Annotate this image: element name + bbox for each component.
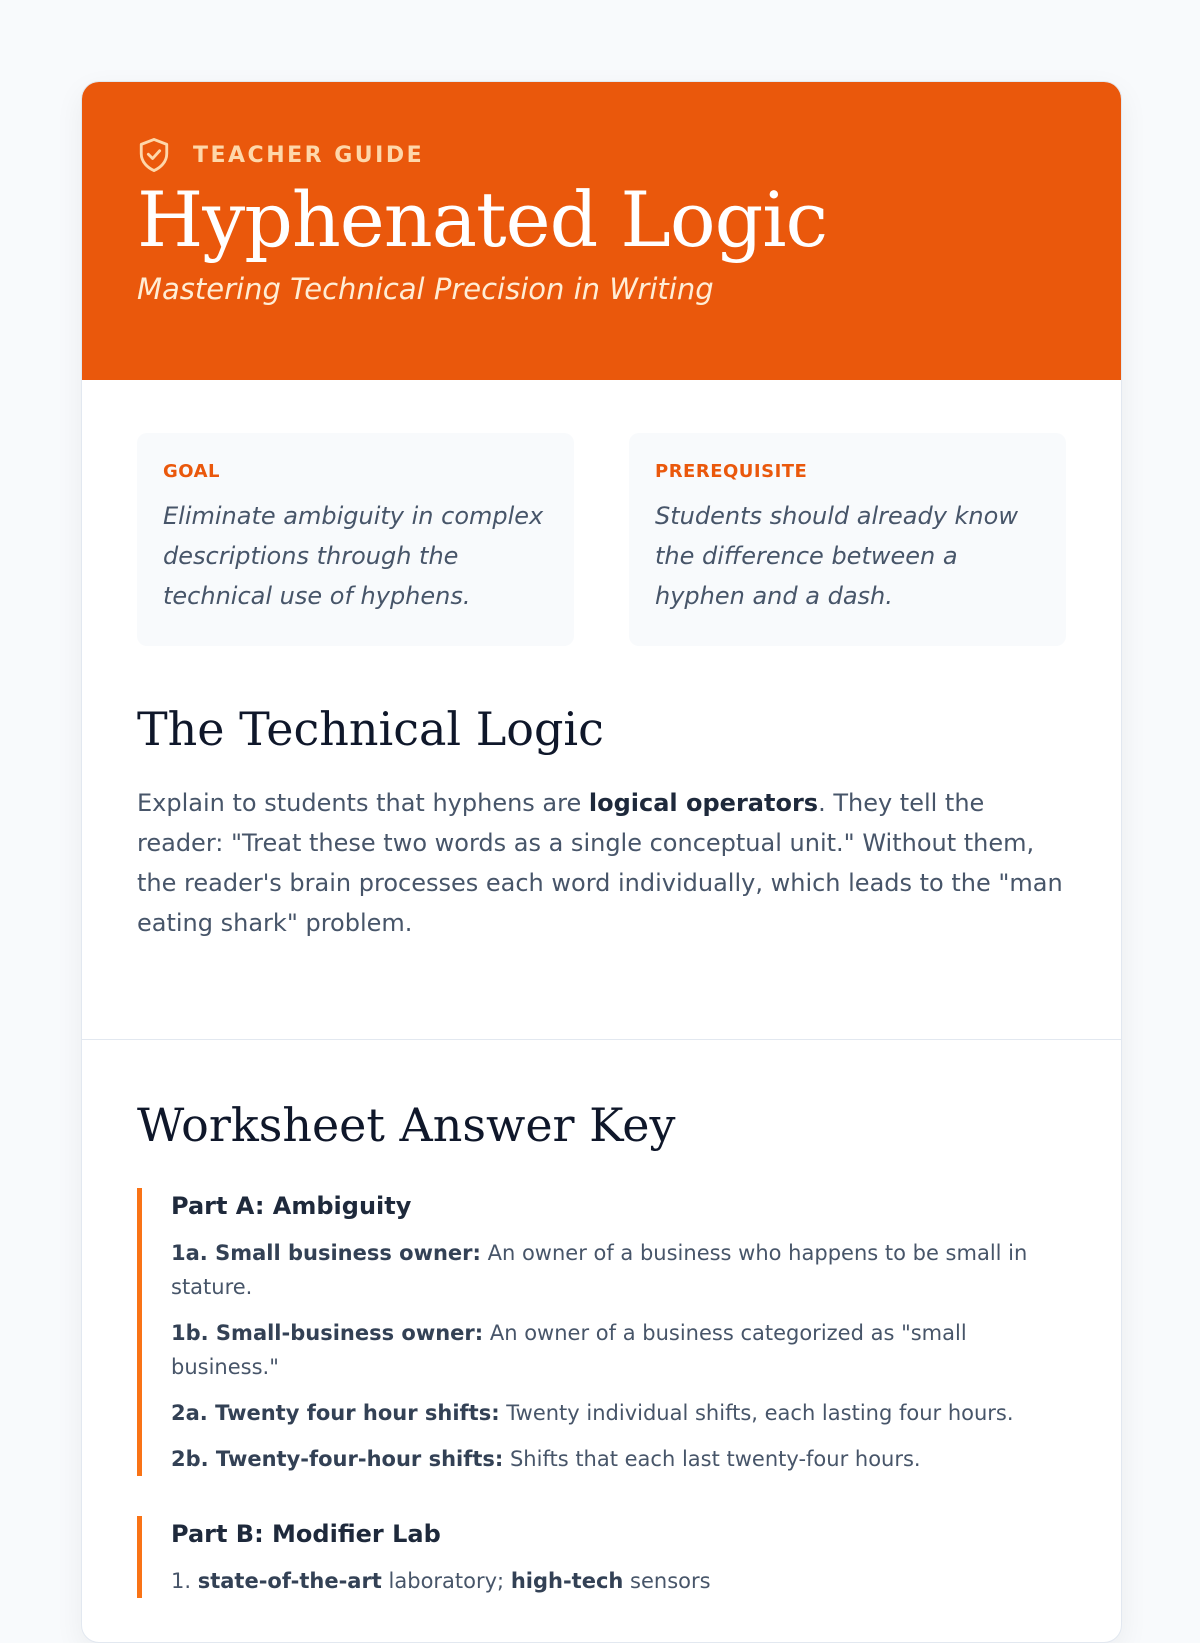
item-term: state-of-the-art	[197, 1569, 382, 1594]
part-b	[137, 1516, 1066, 1598]
answer-key-heading: Worksheet Answer Key	[137, 1097, 676, 1152]
item-term: 2b. Twenty-four-hour shifts:	[171, 1447, 504, 1472]
list-item	[171, 1396, 1061, 1430]
list-item	[171, 1236, 1061, 1304]
goal-box	[137, 433, 574, 646]
page-subtitle: Mastering Technical Precision in Writing	[137, 272, 714, 306]
page-title: Hyphenated Logic	[137, 175, 828, 264]
item-desc: An owner of a business categorized as "small business."	[171, 1321, 967, 1380]
item-end: sensors	[623, 1569, 711, 1594]
eyebrow	[137, 138, 1066, 172]
answer-key-section	[82, 1040, 1121, 1599]
item-num: 1.	[171, 1569, 198, 1594]
info-boxes	[137, 433, 1066, 646]
goal-text: Eliminate ambiguity in complex descriptions through the technical use of hyphens.	[163, 502, 544, 610]
item-term: 1a. Small business owner:	[171, 1241, 481, 1266]
item-desc: Twenty individual shifts, each lasting four hours.	[499, 1401, 1014, 1426]
logic-text-after: . They tell the reader: "Treat these two words as a single conceptual unit." Without them, the reader's brain processes each word individually, which leads to the "man eating shark" problem.	[137, 788, 1063, 937]
guide-card	[81, 81, 1122, 1643]
prerequisite-box	[629, 433, 1066, 646]
eyebrow-label: TEACHER GUIDE	[193, 142, 425, 168]
list-item	[171, 1316, 1061, 1384]
item-desc: Shifts that each last twenty-four hours.	[503, 1447, 921, 1472]
logic-text-before: Explain to students that hyphens are	[137, 788, 589, 817]
logic-text-bold: logical operators	[588, 788, 819, 817]
item-term: 2a. Twenty four hour shifts:	[171, 1401, 500, 1426]
item-term: 1b. Small-business owner:	[171, 1321, 484, 1346]
logic-paragraph	[137, 783, 1067, 943]
intro-section	[82, 380, 1121, 943]
list-item	[171, 1564, 1061, 1598]
item-term: high-tech	[510, 1569, 624, 1594]
part-a	[137, 1188, 1066, 1476]
logic-heading: The Technical Logic	[137, 702, 604, 756]
shield-check-icon	[137, 136, 171, 174]
item-desc: An owner of a business who happens to be small in stature.	[171, 1241, 1028, 1300]
part-b-title: Part B: Modifier Lab	[171, 1520, 441, 1549]
goal-label: GOAL	[163, 461, 220, 482]
list-item	[171, 1442, 1061, 1476]
item-mid: laboratory;	[381, 1569, 511, 1594]
part-a-title: Part A: Ambiguity	[171, 1192, 412, 1221]
prerequisite-label: PREREQUISITE	[655, 461, 808, 482]
prerequisite-text: Students should already know the difference between a hyphen and a dash.	[655, 502, 1018, 610]
header-banner	[82, 82, 1121, 380]
